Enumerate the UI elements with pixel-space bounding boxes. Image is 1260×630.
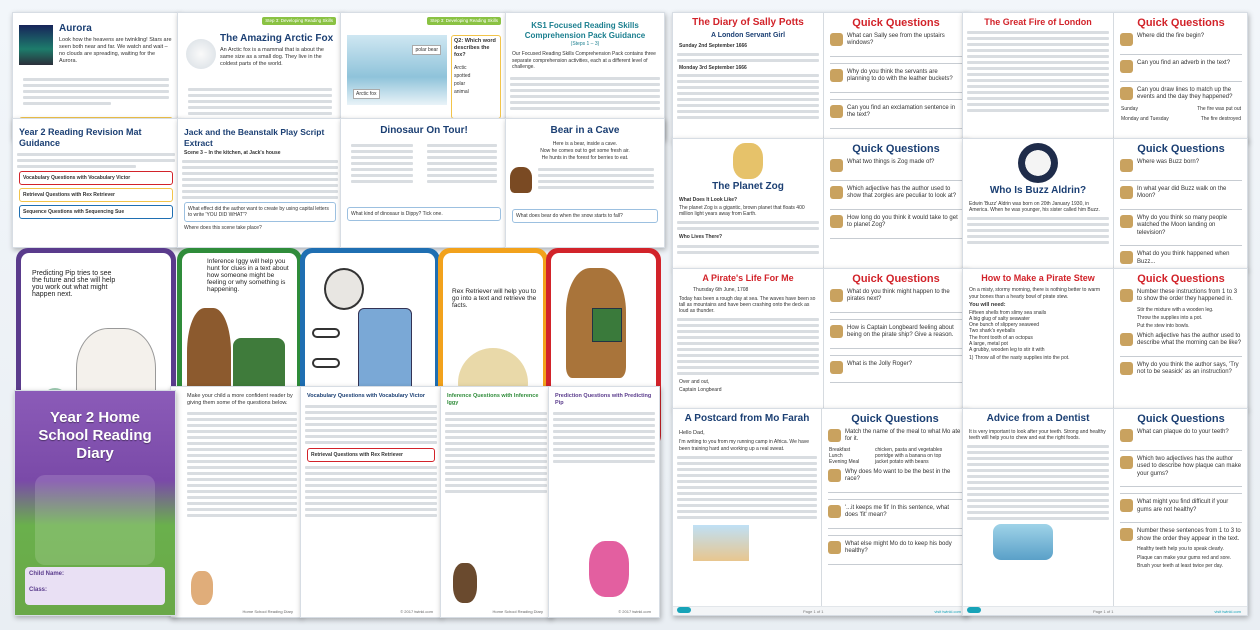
rex-dress <box>358 308 412 398</box>
jack-question-2: Where does this scene take place? <box>184 225 262 231</box>
aurora-title: Aurora <box>59 23 92 34</box>
pirate-quick-questions: Quick Questions <box>852 273 940 285</box>
question-dog-icon <box>830 325 843 338</box>
bear-line: He hunts in the forest for berries to eat. <box>541 155 629 161</box>
question-dog-icon <box>1120 33 1133 46</box>
planet-zog-page <box>672 138 968 270</box>
dentist-picture <box>993 524 1053 560</box>
twinkl-logo-icon <box>967 607 981 613</box>
pirate-title: A Pirate's Life For Me <box>702 273 794 283</box>
zog-divider <box>823 139 824 269</box>
fire-event[interactable]: Monday and Tuesday <box>1121 116 1169 122</box>
dentist-option[interactable]: Plaque can make your gums red and sore. <box>1137 554 1232 561</box>
jack-scene: Scene 3 – In the kitchen, at Jack's house <box>184 150 281 157</box>
pirate-stew-page <box>962 268 1248 410</box>
question-dog-icon <box>828 541 841 554</box>
dentist-q4: Number these sentences from 1 to 3 to show the order they appear in the text. <box>1137 528 1241 542</box>
question-dog-icon <box>828 469 841 482</box>
farah-quick-questions: Quick Questions <box>851 413 939 425</box>
buzz-photo <box>1018 143 1058 183</box>
bear-picture <box>510 167 532 193</box>
question-dog-icon <box>830 33 843 46</box>
question-dog-icon <box>1120 186 1133 199</box>
postcard-picture <box>693 525 749 561</box>
fox-picture <box>186 39 216 69</box>
farah-q2: Why does Mo want to be the best in the race? <box>845 468 951 482</box>
arctic-fox-banner: Step 3: Developing Reading Skills <box>262 17 336 25</box>
answer-line[interactable] <box>830 206 962 210</box>
stew-q1: Number these instructions from 1 to 3 to show the order they happened in. <box>1137 288 1238 303</box>
zog-alien-picture <box>733 143 763 179</box>
question-dog-icon <box>830 289 843 302</box>
diary-page-3-footer: Home School Reading Diary <box>492 609 543 614</box>
girl-picture <box>589 541 629 597</box>
girl-reading-picture <box>453 563 477 603</box>
zog-lines <box>673 221 823 230</box>
sally-q3: Can you find an exclamation sentence in the text? <box>847 104 956 119</box>
stew-item: Two shark's eyeballs <box>969 328 1015 335</box>
meal-name[interactable]: Lunch <box>829 453 843 459</box>
answer-line[interactable] <box>1120 177 1242 181</box>
stew-item: A big glug of salty seawater <box>969 315 1030 322</box>
sally-divider <box>823 13 824 141</box>
dinosaur-question: What kind of dinosaur is Dippy? Tick one. <box>347 207 501 221</box>
diary-page-3-lines <box>441 412 551 493</box>
question-dog-icon <box>1120 289 1133 302</box>
stew-item: Fifteen shells from slimy sea snails <box>969 309 1047 316</box>
zog-q3: How long do you think it would take to get to planet Zog? <box>847 214 958 229</box>
mo-farah-page <box>672 408 968 616</box>
answer-line[interactable] <box>1120 242 1242 246</box>
predicting-pip-text: Predicting Pip tries to see the future and she will help you work out what might happen next. <box>32 270 116 298</box>
buzz-q1: Where was Buzz born? <box>1137 158 1200 165</box>
stew-quick-questions: Quick Questions <box>1137 273 1225 285</box>
answer-line[interactable] <box>1120 78 1242 82</box>
farah-title: A Postcard from Mo Farah <box>684 413 810 424</box>
answer-line[interactable] <box>830 309 962 313</box>
answer-line[interactable] <box>1120 447 1242 451</box>
stew-q3: Why do you think the author says, 'Try not to be seasick' as an instruction? <box>1137 361 1239 375</box>
sally-q2: Why do you think the servants are planning to do with the leather buckets? <box>847 68 953 83</box>
buzz-title: Who Is Buzz Aldrin? <box>989 185 1087 196</box>
zog-text: The planet Zog is a gigantic, brown planet that floats 400 million light years away from Earth. <box>679 204 805 217</box>
question-dog-icon <box>830 69 843 82</box>
meal-food[interactable]: jacket potato with beans <box>875 459 929 466</box>
buzz-q4: What do you think happened when Buzz... <box>1137 251 1230 265</box>
diary-page-1 <box>170 386 302 618</box>
pirate-q2: How is Captain Longbeard feeling about being on the pirate ship? Give a reason. <box>847 324 954 339</box>
buzz-divider <box>1113 139 1114 269</box>
polar-bear-label: polar bear <box>412 45 441 55</box>
zog-quick-questions: Quick Questions <box>852 143 940 155</box>
question-dog-icon <box>1120 251 1133 264</box>
aurora-lines <box>19 75 173 108</box>
dinosaur-lines-2 <box>423 141 501 201</box>
question-dog-icon <box>828 505 841 518</box>
dentist-divider <box>1113 409 1114 615</box>
sally-lines <box>673 53 823 62</box>
mat-guidance-item: Retrieval Questions with Rex Retriever <box>19 188 173 202</box>
mat-guidance-title: Year 2 Reading Revision Mat Guidance <box>19 127 142 149</box>
pirate-name: Captain Longbeard <box>679 386 722 393</box>
ks1-guidance-lines <box>506 77 664 110</box>
question-dog-icon <box>1120 499 1133 512</box>
answer-line[interactable] <box>830 379 962 383</box>
dinosaur-title: Dinosaur On Tour! <box>380 125 468 136</box>
answer-line[interactable] <box>1120 206 1242 210</box>
twinkl-logo-icon <box>677 607 691 613</box>
diary-page-1-text: Make your child a more confident reader by giving them some of the questions below. <box>187 393 293 406</box>
sally-date-1: Sunday 2nd September 1666 <box>679 43 748 50</box>
stew-item: A large, metal pot <box>969 340 1008 347</box>
question-dog-icon <box>1120 528 1133 541</box>
bear-line: Here is a bear, inside a cave. <box>552 140 618 147</box>
answer-line[interactable] <box>830 235 962 239</box>
pirate-life-page <box>672 268 968 410</box>
farah-site: visit twinkl.com <box>934 609 961 614</box>
bear-lines <box>534 165 658 192</box>
rex-retriever-text: Rex Retriever will help you to go into a text and retrieve the facts. <box>452 288 537 309</box>
fire-q3: Can you draw lines to match up the events and the day they happened? <box>1137 86 1233 101</box>
diary-page-2-heading: Vocabulary Questions with Vocabulary Victor <box>307 393 425 399</box>
class-label[interactable]: Class: <box>29 586 48 593</box>
polar-option: Arctic <box>454 64 467 71</box>
question-dog-icon <box>1120 333 1133 346</box>
sally-date-2: Monday 3rd September 1666 <box>679 64 747 71</box>
mat-guidance-item: Vocabulary Questions with Vocabulary Victor <box>19 171 173 185</box>
dinosaur-lines <box>347 141 417 201</box>
pirate-q1: What do you think might happen to the pirates next? <box>847 288 950 303</box>
farah-lines <box>673 456 821 519</box>
buzz-q3: Why do you think so many people watched the Moon landing on television? <box>1137 214 1228 236</box>
arctic-fox-text: An Arctic fox is a mammal that is about the same size as a small dog. They live in the coldest parts of the world. <box>220 47 324 67</box>
buzz-aldrin-page <box>962 138 1248 270</box>
dentist-page-number: Page 1 of 1 <box>1093 609 1114 614</box>
stew-intro: On a misty, stormy morning, there is nothing better to warm your bones than a hearty bowl of pirate stew. <box>969 287 1101 300</box>
diary-page-3 <box>440 386 552 618</box>
farah-footer <box>673 606 967 615</box>
question-dog-icon <box>1120 215 1133 228</box>
answer-line[interactable] <box>830 345 962 349</box>
arctic-fox-title: The Amazing Arctic Fox <box>220 33 334 44</box>
dentist-option[interactable]: Brush your teeth at least twice per day. <box>1137 562 1224 569</box>
diary-page-4-heading: Prediction Questions with Predicting Pip <box>555 393 652 406</box>
farah-q1: Match the name of the meal to what Mo ate for it. <box>845 428 961 443</box>
answer-line[interactable] <box>1120 483 1242 487</box>
zog-lines-2 <box>673 245 823 254</box>
buzz-quick-questions: Quick Questions <box>1137 143 1225 155</box>
stew-option[interactable]: Throw the supplies into a pot. <box>1137 315 1203 321</box>
meal-name[interactable]: Breakfast <box>829 446 851 453</box>
polar-option: spotted <box>454 72 471 79</box>
polar-question-box <box>451 35 501 119</box>
stew-need: You will need: <box>969 301 1006 308</box>
answer-line[interactable] <box>1120 51 1242 55</box>
book-icon <box>592 308 622 342</box>
jack-title: Jack and the Beanstalk Play Script Extract <box>184 127 325 148</box>
bear-line: Now he comes out to get some fresh air. <box>540 147 630 154</box>
answer-line[interactable] <box>830 89 962 93</box>
name-box <box>25 567 165 605</box>
polar-bear-banner: Step 3: Developing Reading Skills <box>427 17 501 25</box>
fire-quick-questions: Quick Questions <box>1137 17 1225 29</box>
aurora-text: Look how the heavens are twinkling! Stars are seen both near and far. We watch and wait – no clouds are spreading, waiting for the Aurora. <box>59 37 172 64</box>
question-dog-icon <box>1120 362 1133 375</box>
dentist-q3: What might you find difficult if your gums are not healthy? <box>1137 499 1229 513</box>
question-dog-icon <box>828 429 841 442</box>
diary-page-2-lines-2 <box>301 466 441 517</box>
answer-line[interactable] <box>828 496 962 500</box>
question-dog-icon <box>1120 60 1133 73</box>
diary-page-2-retrieval: Retrieval Questions with Rex Retriever <box>307 448 435 462</box>
diary-page-1-lines <box>171 412 301 517</box>
jack-lines <box>178 160 342 199</box>
zog-q2: Which adjective has the author used to show that zorgles are peculiar to look at? <box>847 185 957 200</box>
answer-line[interactable] <box>828 489 962 493</box>
diary-page-4-lines <box>549 412 659 463</box>
stew-option[interactable]: Stir the mixture with a wooden leg. <box>1137 306 1214 313</box>
answer-line[interactable] <box>830 60 962 64</box>
buzz-q2: In what year did Buzz walk on the Moon? <box>1137 185 1227 200</box>
answer-line[interactable] <box>830 125 962 129</box>
pirate-divider <box>823 269 824 409</box>
rex-head <box>324 268 364 310</box>
dentist-title: Advice from a Dentist <box>986 413 1090 424</box>
arctic-fox-label: Arctic fox <box>353 89 380 99</box>
inference-iggy-text: Inference Iggy will help you hunt for clues in a text about how someone might be feeling or why something is happening. <box>207 258 289 293</box>
stew-option[interactable]: Put the stew into bowls. <box>1137 323 1190 330</box>
diary-cover <box>14 390 176 616</box>
jack-page <box>177 118 343 248</box>
dentist-lines <box>963 445 1113 520</box>
child-reading-picture <box>191 571 213 605</box>
question-dog-icon <box>830 186 843 199</box>
sally-quick-questions: Quick Questions <box>852 17 940 29</box>
stew-divider <box>1113 269 1114 409</box>
dentist-page <box>962 408 1248 616</box>
question-dog-icon <box>1120 429 1133 442</box>
pirate-q3: What is the Jolly Roger? <box>847 360 913 367</box>
stew-item: One bunch of slippery seaweed <box>969 322 1040 329</box>
question-dog-icon <box>830 159 843 172</box>
question-dog-icon <box>1120 159 1133 172</box>
stew-item: The front tooth of an octopus <box>969 334 1033 341</box>
bear-title: Bear in a Cave <box>550 125 620 136</box>
diary-page-2-copyright: © 2017 twinkl.com <box>400 609 433 614</box>
answer-line[interactable] <box>828 525 962 529</box>
jack-question: What effect did the author want to create by using capital letters to write 'YOU DID WHAT'? <box>184 202 336 223</box>
diary-page-3-heading: Inference Questions with Inference Iggy <box>447 393 539 406</box>
bone-icon <box>312 358 340 368</box>
pirate-text: Today has been a rough day at sea. The waves have been so tall as mountains and have been crashing onto the deck as loud as thunder. <box>679 295 816 314</box>
zog-title: The Planet Zog <box>712 181 784 192</box>
farah-text: I'm writing to you from my running camp in Africa. We have been training hard and working up a real sweat. <box>679 439 810 452</box>
great-fire-page <box>962 12 1248 142</box>
farah-greeting: Hello Dad, <box>679 429 705 436</box>
diary-cover-title: Year 2 Home School Reading Diary <box>38 409 152 462</box>
zog-q1: What two things is Zog made of? <box>847 158 935 165</box>
answer-line[interactable] <box>830 53 962 57</box>
farah-q3: '...it keeps me fit' In this sentence, what does 'fit' mean? <box>845 504 950 518</box>
polar-option: polar <box>454 81 466 88</box>
answer-line[interactable] <box>1120 519 1242 523</box>
question-dog-icon <box>830 361 843 374</box>
dinosaur-page <box>340 118 508 248</box>
zog-heading-2: Who Lives There? <box>679 234 723 241</box>
farah-divider <box>821 409 822 615</box>
polar-option: animal <box>454 89 469 96</box>
ks1-guidance-title: KS1 Focused Reading Skills Comprehension Pack Guidance <box>524 21 646 40</box>
fire-event[interactable]: The fire was put out <box>1197 105 1241 112</box>
diary-page-2 <box>300 386 442 618</box>
sally-subtitle: A London Servant Girl <box>710 31 786 39</box>
mat-guidance-item: Sequence Questions with Sequencing Sue <box>19 205 173 219</box>
answer-line[interactable] <box>830 177 962 181</box>
dentist-option[interactable]: Healthy teeth help you to speak clearly. <box>1137 546 1224 553</box>
pirate-date: Thursday 6th June, 1708 <box>693 287 749 294</box>
answer-line[interactable] <box>830 96 962 100</box>
sally-title: The Diary of Sally Potts <box>692 17 804 28</box>
question-dog-icon <box>1120 456 1133 469</box>
question-dog-icon <box>830 105 843 118</box>
sally-q1: What can Sally see from the upstairs windows? <box>847 32 945 47</box>
diary-page-4 <box>548 386 660 618</box>
pirate-signoff: Over and out, <box>679 379 710 386</box>
bear-page <box>505 118 665 248</box>
question-dog-icon <box>830 215 843 228</box>
cover-illustration <box>35 475 155 565</box>
buzz-lines <box>963 217 1113 244</box>
bone-icon <box>312 328 340 338</box>
answer-line[interactable] <box>828 532 962 536</box>
fire-event[interactable]: Sunday <box>1121 105 1138 112</box>
diary-page-4-copyright: © 2017 twinkl.com <box>618 609 651 614</box>
aurora-picture <box>19 25 53 65</box>
dentist-text: It is very important to look after your teeth. Strong and healthy teeth will help you to chew and eat the right foods. <box>969 428 1106 441</box>
answer-line[interactable] <box>1120 490 1242 494</box>
polar-question: Q2: Which word describes the fox? <box>454 38 496 58</box>
fire-divider <box>1113 13 1114 141</box>
fire-event[interactable]: The fire destroyed <box>1200 116 1241 122</box>
meal-food[interactable]: porridge with a banana on top <box>875 453 942 459</box>
question-dog-icon <box>1120 87 1133 100</box>
bear-question: What does bear do when the snow starts to fall? <box>512 209 658 223</box>
child-name-label[interactable]: Child Name: <box>29 571 65 577</box>
answer-line[interactable] <box>830 316 962 320</box>
stew-item: A grubby, wooden leg to stir it with <box>969 347 1045 354</box>
mat-guidance-lines <box>13 153 179 168</box>
answer-line[interactable] <box>828 561 962 565</box>
ks1-guidance-subtitle: (Steps 1 – 3) <box>570 41 600 47</box>
farah-q4: What else might Mo do to keep his body healthy? <box>845 540 952 554</box>
fire-q2: Can you find an adverb in the text? <box>1137 59 1231 66</box>
fire-lines <box>963 31 1113 112</box>
meal-name[interactable]: Evening Meal <box>829 459 860 466</box>
stew-q2: Which adjective has the author used to describe what the morning can be like? <box>1137 332 1242 346</box>
zog-heading: What Does It Look Like? <box>679 196 738 203</box>
fire-q1: Where did the fire begin? <box>1137 32 1205 39</box>
polar-scene-picture <box>347 35 447 105</box>
meal-food[interactable]: chicken, pasta and vegetables <box>875 446 943 453</box>
answer-line[interactable] <box>1120 353 1242 357</box>
dentist-q1: What can plaque do to your teeth? <box>1137 428 1229 435</box>
farah-page-number: Page 1 of 1 <box>803 609 824 614</box>
dentist-footer <box>963 606 1247 615</box>
diary-page-1-footer: Home School Reading Diary <box>242 609 293 614</box>
answer-line[interactable] <box>830 352 962 356</box>
stew-title: How to Make a Pirate Stew <box>981 273 1095 283</box>
dentist-site: visit twinkl.com <box>1214 609 1241 614</box>
pirate-lines <box>673 318 823 375</box>
dentist-quick-questions: Quick Questions <box>1137 413 1225 425</box>
ks1-guidance-text: Our Focused Reading Skills Comprehension Pack contains three separate comprehension activities, each at a different level of challenge. <box>512 51 656 70</box>
sally-lines-2 <box>673 74 823 119</box>
mat-guidance-page <box>12 118 180 248</box>
diary-page-2-lines <box>301 405 441 444</box>
sally-potts-page <box>672 12 968 142</box>
dentist-q2: Which two adjectives has the author used to describe how plaque can make your gums? <box>1137 455 1242 477</box>
stew-step-1: 1) Throw all of the nasty supplies into the pot. <box>969 355 1070 362</box>
fire-title: The Great Fire of London <box>984 17 1092 27</box>
buzz-text: Edwin 'Buzz' Aldrin was born on 20th January 1930, in America. When he was younger, his sister called him Buzz. <box>969 200 1100 213</box>
